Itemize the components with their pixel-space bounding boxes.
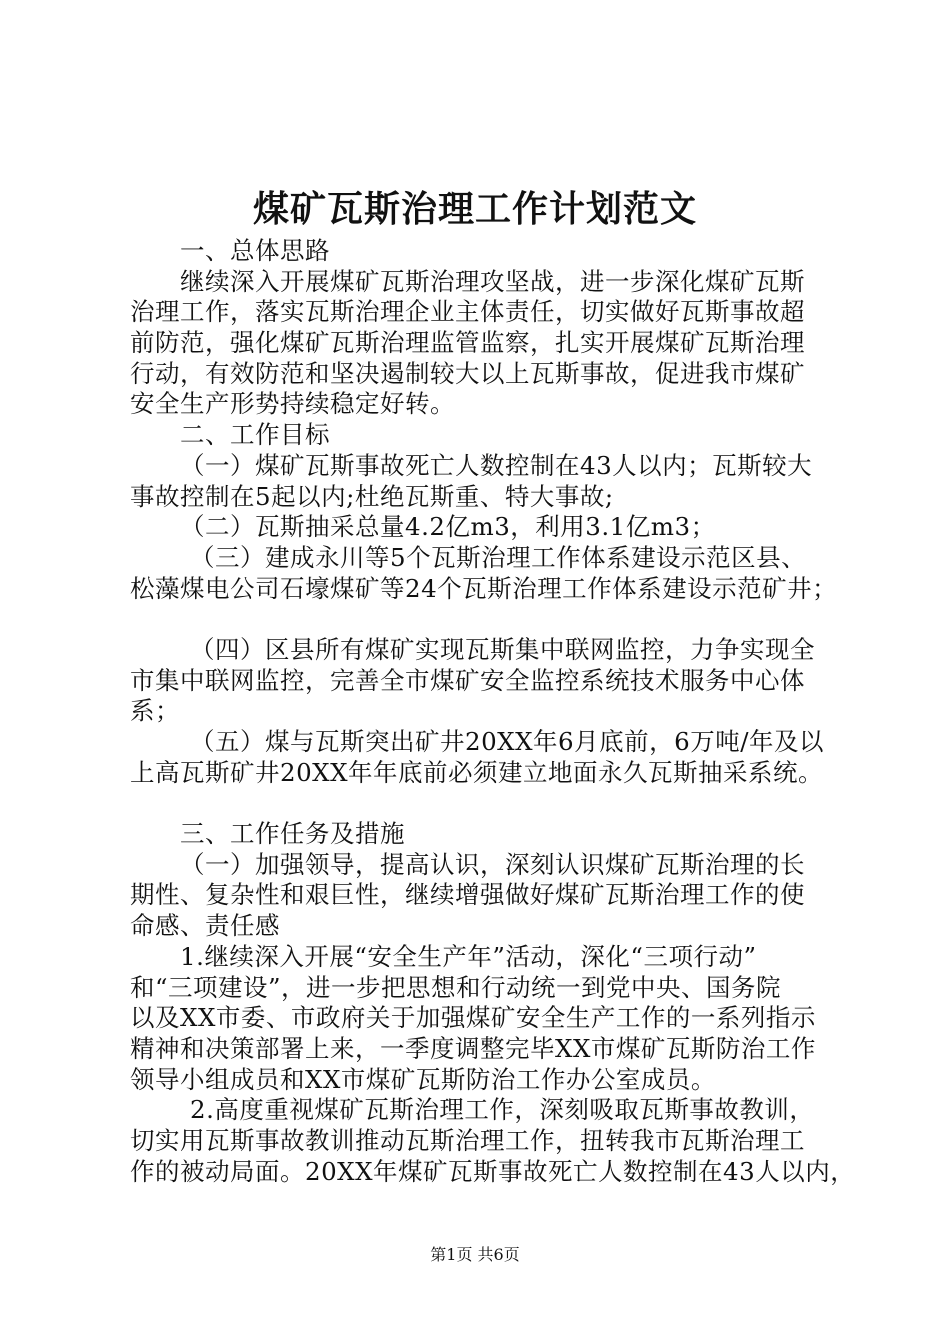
paragraph-line: 治理工作，落实瓦斯治理企业主体责任，切实做好瓦斯事故超 bbox=[130, 297, 805, 327]
paragraph-line: 2.高度重视煤矿瓦斯治理工作，深刻吸取瓦斯事故教训， bbox=[190, 1095, 815, 1125]
page-number-footer: 第1页 共6页 bbox=[430, 1245, 520, 1264]
paragraph-line: 安全生产形势持续稳定好转。 bbox=[130, 389, 455, 419]
section-heading: 一、总体思路 bbox=[180, 236, 330, 265]
paragraph-line: 领导小组成员和XX市煤矿瓦斯防治工作办公室成员。 bbox=[130, 1064, 716, 1094]
paragraph-line: （三）建成永川等5个瓦斯治理工作体系建设示范区县、 bbox=[190, 542, 807, 572]
paragraph-line: 和“三项建设”，进一步把思想和行动统一到党中央、国务院 bbox=[130, 972, 782, 1002]
blank-line bbox=[130, 604, 840, 635]
paragraph-line: 作的被动局面。20XX年煤矿瓦斯事故死亡人数控制在43人以内， bbox=[130, 1156, 856, 1186]
paragraph-line: 继续深入开展煤矿瓦斯治理攻坚战，进一步深化煤矿瓦斯 bbox=[180, 266, 805, 296]
paragraph-line: （二）瓦斯抽采总量4.2亿m3，利用3.1亿m3； bbox=[180, 512, 716, 542]
paragraph-line: （一）加强领导，提高认识，深刻认识煤矿瓦斯治理的长 bbox=[180, 849, 805, 879]
paragraph-line: 市集中联网监控，完善全市煤矿安全监控系统技术服务中心体 bbox=[130, 665, 805, 695]
paragraph-line: 1.继续深入开展“安全生产年”活动，深化“三项行动” bbox=[180, 941, 757, 971]
paragraph-line: （四）区县所有煤矿实现瓦斯集中联网监控，力争实现全 bbox=[190, 634, 815, 664]
paragraph-line: （一）煤矿瓦斯事故死亡人数控制在43人以内；瓦斯较大 bbox=[180, 450, 813, 480]
paragraph-line: 命感、责任感 bbox=[130, 911, 280, 941]
document-body bbox=[130, 236, 856, 1187]
paragraph-line: 系； bbox=[130, 696, 180, 726]
paragraph-line: 前防范，强化煤矿瓦斯治理监管监察，扎实开展煤矿瓦斯治理 bbox=[130, 328, 805, 358]
paragraph-line: 行动，有效防范和坚决遏制较大以上瓦斯事故，促进我市煤矿 bbox=[130, 358, 805, 388]
paragraph-line: 事故控制在5起以内;杜绝瓦斯重、特大事故; bbox=[130, 481, 614, 511]
paragraph-line: 切实用瓦斯事故教训推动瓦斯治理工作，扭转我市瓦斯治理工 bbox=[130, 1125, 805, 1155]
document-title: 煤矿瓦斯治理工作计划范文 bbox=[252, 188, 697, 230]
blank-line bbox=[130, 788, 840, 819]
paragraph-line: 上高瓦斯矿井20XX年年底前必须建立地面永久瓦斯抽采系统。 bbox=[130, 757, 824, 787]
section-heading: 三、工作任务及措施 bbox=[180, 819, 405, 849]
paragraph-line: 松藻煤电公司石壕煤矿等24个瓦斯治理工作体系建设示范矿井； bbox=[130, 573, 838, 603]
paragraph-line: （五）煤与瓦斯突出矿井20XX年6月底前，6万吨/年及以 bbox=[190, 727, 824, 756]
paragraph-line: 精神和决策部署上来，一季度调整完毕XX市煤矿瓦斯防治工作 bbox=[130, 1033, 816, 1063]
paragraph-line: 期性、复杂性和艰巨性，继续增强做好煤矿瓦斯治理工作的使 bbox=[130, 880, 805, 910]
section-heading: 二、工作目标 bbox=[180, 420, 330, 450]
paragraph-line: 以及XX市委、市政府关于加强煤矿安全生产工作的一系列指示 bbox=[130, 1003, 816, 1033]
